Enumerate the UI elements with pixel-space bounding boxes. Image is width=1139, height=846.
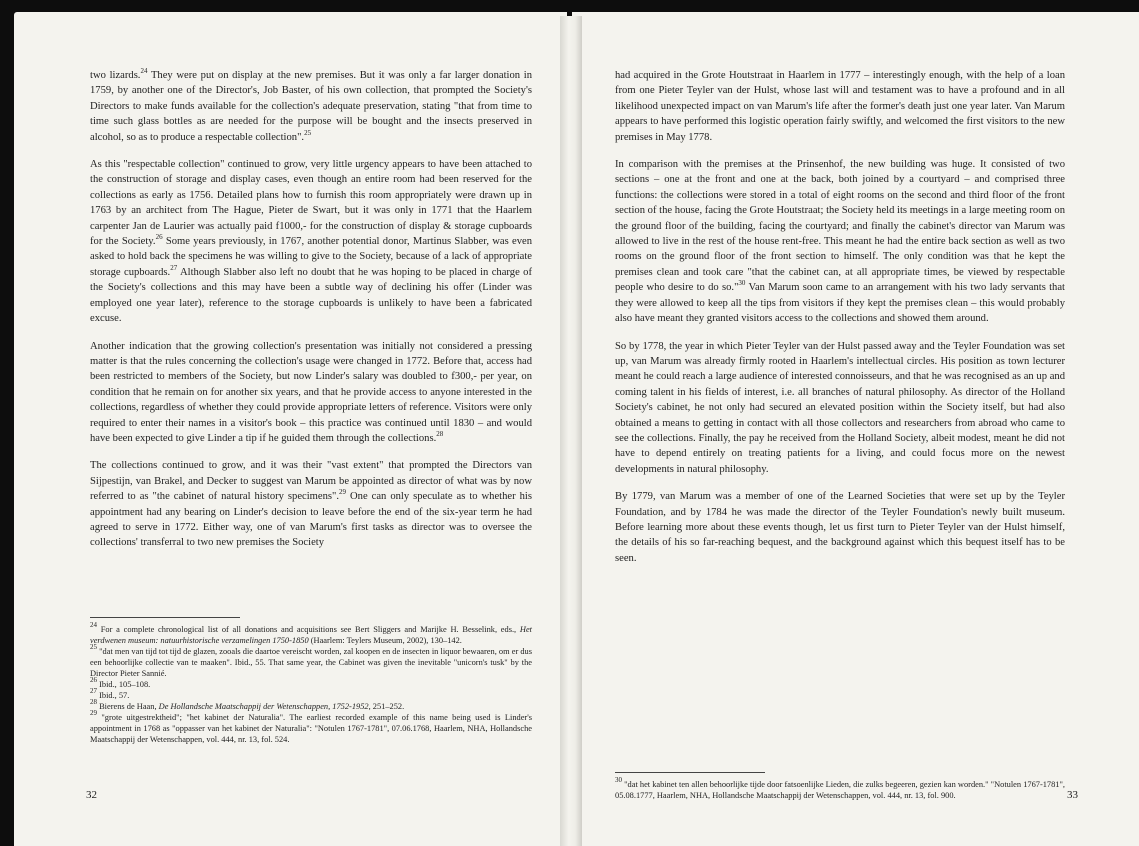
- footnote-ref: 29: [90, 709, 97, 717]
- footnote-ref: 27: [170, 263, 178, 272]
- footnote-ref: 27: [90, 687, 97, 695]
- right-footnote-list: [615, 776, 1065, 801]
- footnote-ref: 24: [90, 621, 97, 629]
- footnote: [90, 709, 532, 745]
- footnote-ref: 26: [155, 233, 163, 242]
- paragraph: [90, 339, 532, 447]
- text-run: Although Slabber also left no doubt that he was hoping to be placed in charge of the Society's collections and this may have been a subtle way of declining his offer (Linder was employed one year later), reference to the storage cupboards is unlikely to have been a fabricated excuse.: [90, 266, 532, 325]
- text-run: Ibid., 105–108.: [97, 680, 151, 689]
- right-page: [572, 12, 1139, 846]
- paragraph: [615, 68, 1065, 145]
- paragraph: [90, 68, 532, 145]
- text-run: had acquired in the Grote Houtstraat in Haarlem in 1777 – interestingly enough, with the help of a loan from one Pieter Teyler van der Hulst, whose last will and testament was to have a profound and in all likelihood unexpected impact on van Marum's life after the former's death just one year later. Van Marum appears to have performed this logistic operation fairly swiftly, and welcomed the first visitors to the new premises in May 1778.: [615, 70, 1065, 143]
- text-run: They were put on display at the new premises. But it was only a far larger donation in 1759, by another one of the Director's, Job Baster, of his own collection, that prompted the Society's Directors to make funds available for the collection's adequate preservation, stating "that from time to time such glass bottles as are needed for the purpose will be bought and the insects preserved in alcohol, so as to produce a respectable collection".: [90, 70, 532, 143]
- book-gutter: [560, 16, 582, 846]
- text-run: Bierens de Haan,: [97, 702, 159, 711]
- paragraph: [615, 339, 1065, 478]
- paragraph: [615, 157, 1065, 326]
- text-run: two lizards.: [90, 70, 141, 81]
- footnote-rule: [90, 617, 240, 618]
- text-run: Another indication that the growing collection's presentation was initially not considered a pressing matter is that the rules concerning the collection's usage were changed in 1772. Before that, access had been restricted to members of the Society, but now Linder's salary was doubled to f300,- per year, on condition that he remain on for another six years, and that he provide access to anyone interested in the collections, regardless of whether they could provide appropriate letters of reference. Visitors were only required to enter their names in a visitor's book – this practice was continued until 1830 – and would have been expected to give Linder a tip if he guided them through the collections.: [90, 340, 532, 444]
- left-body-text: [90, 68, 532, 563]
- text-run: "dat men van tijd tot tijd de glazen, zooals die daartoe vereischt worden, zal koopen en de insecten in liquor bewaaren, om er dus een behoorlijke collectie van te maaken". Ibid., 55. That same year, the Cabinet was given the inevitable "unicorn's tusk" by the Director Pieter Sannié.: [90, 647, 532, 678]
- left-footnote-list: [90, 621, 532, 745]
- page-number-left: 32: [86, 789, 97, 801]
- right-body-text: [615, 68, 1065, 578]
- footnote-ref: 30: [615, 776, 622, 784]
- footnote-ref: 30: [738, 279, 746, 288]
- text-run: (Haarlem: Teylers Museum, 2002), 130–142.: [308, 636, 462, 645]
- paragraph: [90, 157, 532, 326]
- text-run: So by 1778, the year in which Pieter Teyler van der Hulst passed away and the Teyler Foundation was set up, van Marum was already firmly rooted in Haarlem's intellectual circles. His position as town lecturer meant he could reach a large audience of interested connoisseurs, and that he was recognised as an up and coming talent in his fields of interest, i.e. all branches of natural philosophy. As director of the Holland Society's cabinet, he not only had secured an elevated position within the Society itself, but had also obtained a means to getting in contact with all those collectors and researchers from abroad who came to see the collections. Finally, the pay he received from the Holland Society, albeit modest, meant he did not have to depend entirely on treating patients for a living, and could focus more on the newest developments in natural philosophy.: [615, 340, 1065, 475]
- text-run: "grote uitgestrektheid"; "het kabinet der Naturalia". The earliest recorded example of this name being used is Linder's appointment in 1768 as "oppasser van het kabinet der Naturalia": "Notulen 1767-1781", 07.06.1768, Haarlem, NHA, Hollandsche Maatschappij der Wetenschappen, vol. 444, nr. 13, fol. 524.: [90, 713, 532, 744]
- italic-title: Het verdwenen museum: natuurhistorische verzamelingen 1750-1850: [90, 625, 532, 645]
- footnote: [90, 676, 532, 690]
- italic-title: De Hollandsche Maatschappij der Wetenschappen, 1752-1952: [158, 702, 369, 711]
- text-run: As this "respectable collection" continued to grow, very little urgency appears to have been attached to the construction of storage and display cases, even though an entire room had been reserved for the collections as early as 1756. Detailed plans how to furnish this room appropriately were drawn up in 1763 by an architect from The Hague, Pieter de Swart, but it was only in 1771 that the Haarlem carpenter Jan de Laurier was actually paid f1000,- for the construction of display & storage cupboards for the Society.: [90, 159, 532, 248]
- text-run: Some years previously, in 1767, another potential donor, Martinus Slabber, was even asked to hold back the specimens he was willing to give to the Society, because of a lack of appropriate storage cupboards.: [90, 236, 533, 278]
- text-run: One can only speculate as to whether his appointment had any bearing on Linder's decision to leave before the end of the six-year term he had agreed to serve in 1772. Either way, one of van Marum's first tasks as director was to oversee the collections' transferral to two new premises the Society: [90, 491, 532, 549]
- right-footnotes: [615, 772, 1065, 801]
- text-run: In comparison with the premises at the Prinsenhof, the new building was huge. It consisted of two sections – one at the front and one at the back, both joined by a courtyard – and comprised three functions: the collections were stored in a total of eight rooms on the second and third floor of the front section of the house, facing the Grote Houtstraat; the Society held its meetings in a large meeting room on the ground floor of the building, facing the courtyard; and finally the cabinet's director van Marum was allowed to live in the rest of the house rent-free. This meant he had the entire back section as well as two rooms on the ground floor of the front section to himself. The only condition was that he kept the premises clean and took care "that the cabinet can, at all appropriate times, be viewed by respectable people who desire to do so.": [615, 159, 1065, 294]
- paragraph: [90, 458, 532, 550]
- footnote: [90, 621, 532, 646]
- footnote-ref: 25: [90, 643, 97, 651]
- footnote-ref: 29: [339, 488, 347, 497]
- footnote: [90, 687, 532, 701]
- footnote: [90, 643, 532, 679]
- text-run: For a complete chronological list of all donations and acquisitions see Bert Sliggers and Marijke H. Besselink, eds.,: [97, 625, 520, 634]
- text-run: By 1779, van Marum was a member of one of the Learned Societies that were set up by the Teyler Foundation, and by 1784 he was made the director of the Teyler Foundation's newly built museum. Before learning more about these events though, let us first turn to Pieter Teyler van der Hulst himself, the details of his so far-reaching bequest, and the background against which this bequest itself has to be seen.: [615, 491, 1065, 564]
- footnote: [615, 776, 1065, 801]
- footnote-ref: 28: [436, 429, 444, 438]
- text-run: "dat het kabinet ten allen behoorlijke tijde door fatsoenlijke Lieden, die zulks begeeren, gezien kan worden." "Notulen 1767-1781", 05.08.1777, Haarlem, NHA, Hollandsche Maatschappij der Wetenschappen, vol. 444, nr. 13, fol. 900.: [615, 780, 1065, 800]
- footnote-ref: 26: [90, 676, 97, 684]
- text-run: Van Marum soon came to an arrangement with his two lady servants that they were allowed to keep all the tips from visitors if they kept the premises clean – this would probably also have meant they granted visitors access to the collections and showed them around.: [615, 282, 1065, 325]
- text-run: The collections continued to grow, and it was their "vast extent" that prompted the Directors van Sijpestijn, van Brakel, and Decker to suggest van Marum be appointed as director of what was by now referred to as "the cabinet of natural history specimens".: [90, 460, 532, 503]
- left-page: [14, 12, 567, 846]
- text-run: , 251–252.: [368, 702, 405, 711]
- footnote-ref: 28: [90, 698, 97, 706]
- text-run: Ibid., 57.: [97, 691, 130, 700]
- footnote-rule: [615, 772, 765, 773]
- paragraph: [615, 489, 1065, 566]
- left-footnotes: [90, 617, 532, 745]
- footnote-ref: 25: [304, 128, 312, 137]
- page-number-right: 33: [1067, 789, 1078, 801]
- footnote: [90, 698, 532, 712]
- footnote-ref: 24: [140, 67, 148, 75]
